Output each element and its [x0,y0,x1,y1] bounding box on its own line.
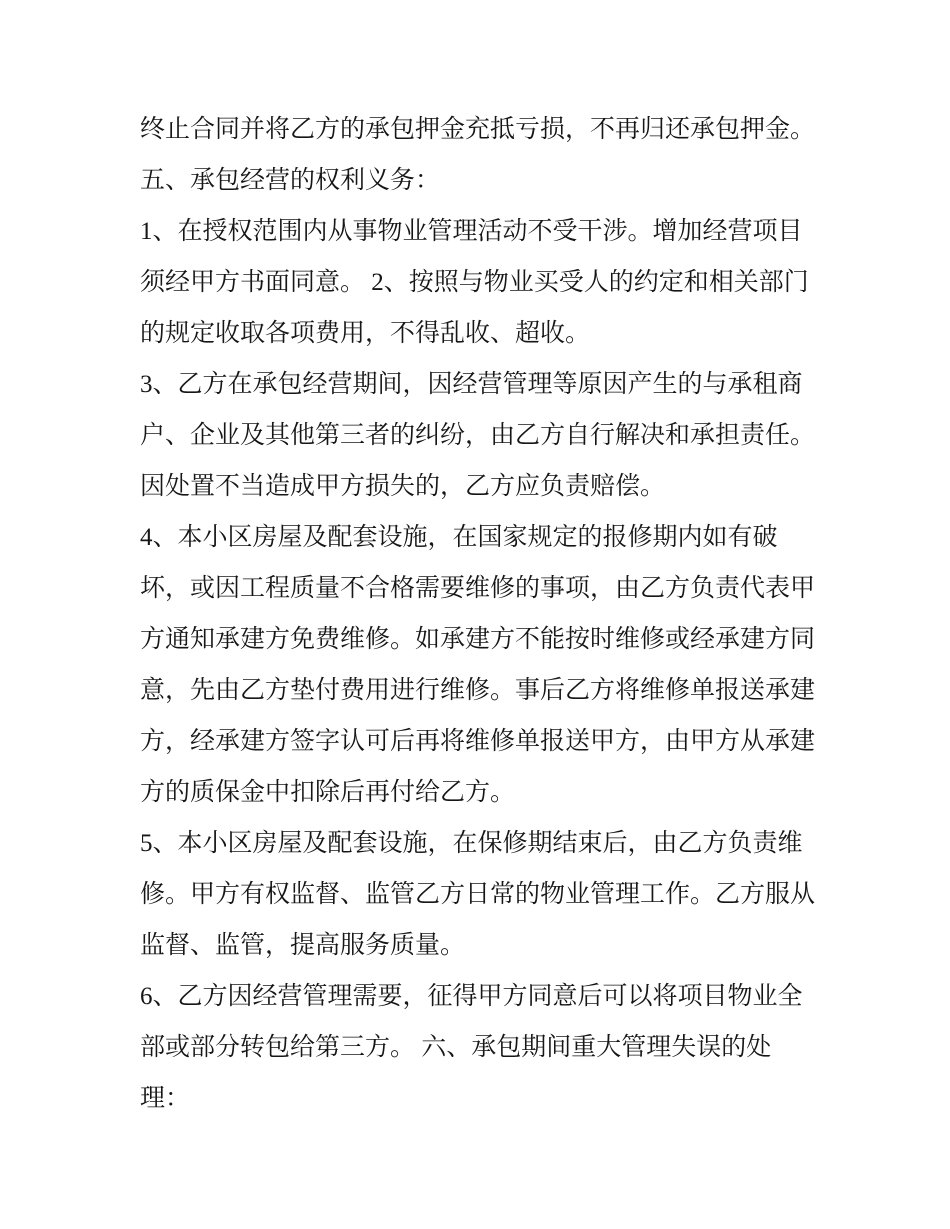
text-line: 3、乙方在承包经营期间，因经营管理等原因产生的与承租商 [140,371,803,398]
text-line: 部或部分转包给第三方。 六、承包期间重大管理失误的处 [140,1034,772,1061]
text-line: 1、在授权范围内从事物业管理活动不受干涉。增加经营项目 [140,218,803,245]
text-line: 4、本小区房屋及配套设施，在国家规定的报修期内如有破 [140,524,778,551]
text-line: 修。甲方有权监督、监管乙方日常的物业管理工作。乙方服从 [140,881,816,908]
text-line: 监督、监管，提高服务质量。 [140,932,466,959]
text-line: 理： [140,1085,191,1112]
text-line: 坏，或因工程质量不合格需要维修的事项，由乙方负责代表甲 [140,575,816,602]
text-line: 五、承包经营的权利义务： [140,167,441,194]
text-line: 的规定收取各项费用，不得乱收、超收。 [140,320,591,347]
text-line: 方通知承建方免费维修。如承建方不能按时维修或经承建方同 [140,626,816,653]
contract-text-block [140,104,825,1124]
text-line: 须经甲方书面同意。 2、按照与物业买受人的约定和相关部门 [140,269,809,296]
text-line: 因处置不当造成甲方损失的，乙方应负责赔偿。 [140,473,666,500]
text-line: 终止合同并将乙方的承包押金充抵亏损，不再归还承包押金。 [140,116,816,143]
text-line: 意，先由乙方垫付费用进行维修。事后乙方将维修单报送承建 [140,677,816,704]
text-line: 5、本小区房屋及配套设施，在保修期结束后，由乙方负责维 [140,830,803,857]
text-line: 方的质保金中扣除后再付给乙方。 [140,779,516,806]
text-line: 方，经承建方签字认可后再将维修单报送甲方，由甲方从承建 [140,728,816,755]
text-line: 户、企业及其他第三者的纠纷，由乙方自行解决和承担责任。 [140,422,816,449]
text-line: 6、乙方因经营管理需要，征得甲方同意后可以将项目物业全 [140,983,803,1010]
